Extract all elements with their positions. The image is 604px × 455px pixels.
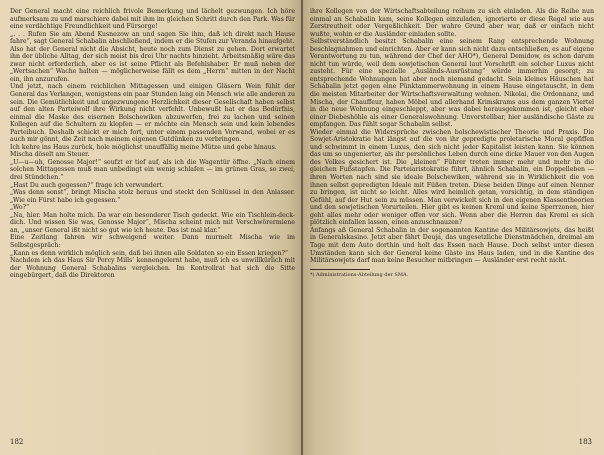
footnote: *) Administrations-Abteilung der SMA. xyxy=(310,271,409,278)
left-paragraph-8: „Hast Du auch gegessen?“ frage ich verwundert. xyxy=(10,181,164,189)
page-number-left: 182 xyxy=(10,438,24,447)
left-page xyxy=(0,0,301,455)
left-paragraph-2: „. . . Rufen Sie am Abend Kusnezow an und sagen Sie ihm, daß ich direkt nach Hause fahre“, sagt General Schabalin abschließend, indem er die Stufen zur Veranda hinaufgeht. xyxy=(10,30,295,46)
left-paragraph-14: Nachdem ich das Haus Sir Percy Mills’ kennengelernt habe, muß ich es unwillkürlich mit der Wohnung General Schabalins vergleichen. Im Kontrollrat hat sich die Sitte eingebürgert, daß die Direktoren xyxy=(10,257,295,280)
left-paragraph-4: Und jetzt, nach einem reichlichen Mittagessen und einigen Gläsern Wein fühlt der General das Verlangen, wenigstens ein paar Stunden lang ein Mensch wie alle anderen zu sein. Die Gemütlichkeit und ungezwungene Herzlichkeit dieser Gesellschaft haben selbst auf den alten Parteiwolf ihre Wirkung nicht verfehlt. Unbewußt hat er das Bedürfnis, einmal die Maske des eisernen Bolschewiken abzuwerfen, frei zu lachen und seinen Kollegen auf die Schultern zu klopfen — er möchte ein Mensch sein und kein lebendes Parteibuch. Deshalb schickt er mich fort, unter einem passenden Vorwand, wobei er es auch mir gönnt, die Zeit nach meinem eigenen Gutdünken zu verbringen. xyxy=(10,83,295,144)
footnote-divider xyxy=(310,269,370,270)
left-paragraph-5: Ich kehre ins Haus zurück, hole möglichst unauffällig meine Mütze und gehe hinaus. xyxy=(10,143,277,151)
left-paragraph-7: „U—u—uh, Genosse Major!“ seufzt er tief auf, als ich die Wagentür öffne. „Nach einem solchen Mittagessen muß man unbedingt ein wenig schlafen — im grünen Gras, so zwei, drei Stündchen.“ xyxy=(10,158,295,182)
left-paragraph-6: Mischa döselt am Steuer. xyxy=(10,151,90,159)
right-page xyxy=(303,0,604,455)
left-paragraph-10: „Wo?“ xyxy=(10,204,30,212)
left-paragraph-9: „Was denn sonst“, bringt Mischa stolz heraus und steckt den Schlüssel in den Anlasser. „Wie ein Fürst habe ich gegessen.“ xyxy=(10,189,295,204)
left-paragraph-3: Also hat der General nicht die Absicht, heute noch zum Dienst zu gehen. Dort erwartet ihn der übliche Alltag, der sich meist bis drei Uhr nachts hinzieht. Arbeitsmäßig wäre das zwar nicht erforderlich, aber es ist seine Pflicht als Befehlshaber. Er muß neben der „Wertsachen“ Wache halten — möglicherweise fällt es dem „Herrn“ mitten in der Nacht ein, ihn anzurufen. xyxy=(10,45,295,83)
left-paragraph-12: Eine Zeitlang fahren wir schweigend weiter. Dann murmelt Mischa wie im Selbstgespräch: xyxy=(10,234,295,249)
right-paragraph-1: ihre Kollegen von der Wirtschaftsabteilung reihum zu sich einladen. Als die Reihe nun einmal an Schabalin kam, seine Kollegen einzuladen, ignorierte er diese Regel wie aus Zerstreutheit oder Vergeßlichkeit. Der wahre Grund aber war, daß er einfach nicht wußte, wohin er die Ausländer einladen sollte. xyxy=(310,8,594,38)
right-paragraph-4: Anfangs aß General Schabalin in der sogenannten Kantine des Militärsowjets, das heißt in Generalskasino. Jetzt aber fährt Deuja, das ungesetzliche Dienstmädchen, dreimal am Tage mit dem Auto dorthin und holt das Essen nach Hause. Doch selbst unter diesen Umständen kann sich der General keine Gäste ins Haus laden, und in die Kantine des Militärsowjets darf man keine Besucher mitbringen — Ausländer erst recht nicht. xyxy=(310,226,594,265)
left-paragraph-11: „Na, hier. Man holte mich. Da war ein besonderer Tisch gedeckt. Wie ein Tischlein-deck-dich. Und wissen Sie was, Genosse Major“, Mischa scheint mich mit Verschwörermiene an, „unser General ißt nicht so gut wie ich heute. Das ist mal klar.“ xyxy=(10,211,295,234)
page-number-right: 183 xyxy=(578,438,592,447)
right-paragraph-2: Selbstverständlich besitzt Schabalin eine seinem Rang entsprechende Wohnung beschlagnahmen und einrichten. Aber er kann sich nicht dazu entschließen, es auf eigene Verantwortung zu tun, während der Chef der AHO*), General Demidow, es schon darum nicht tun würde, weil dem sowjetischen General laut Vorschrift ein solcher Luxus nicht zusteht. Für eine spezielle „Ausländs-Ausrüstung“ würde immerhin gesorgt; zu entsprechende Wohnungen hat aber noch niemand gedacht. Sein kleines Häuschen hat Schabalin jetzt gegen eine Pünktammerwohnung in einem Hause eingetauscht, in dem die meisten Mitarbeiter der Wirtschaftsverwaltung wohnen. Nikolai, die Ordonnanz, und Mischa, der Chauffeur, haben Möbel und allerhand Krimskrams aus dem ganzen Viertel in die neue Wohnung eingeschleppt, aber was dabei herausgekommen ist, gleicht eher einer Diebeshöhle als einer Generalswohnung. Unvorstellbar, hier ausländische Gäste zu empfangen. Das fühlt sogar Schabalin selbst. xyxy=(310,38,594,129)
left-paragraph-13: „Kann es denn wirklich möglich sein, daß bei ihnen alle Soldaten so ein Essen kriegen?“ xyxy=(10,249,289,257)
right-paragraph-3: Wieder einmal die Widersprüche zwischen bolschewistischer Theorie und Praxis. Die Sowjet-Aristokratie hat längst auf die von ihr gepredigte proletarische Moral gepfiffen und schwimmt in einem Luxus, den sich nicht jeder Kapitalist leisten kann. Sie können das um so ungenierter, als ihr persönliches Leben durch eine dicke Mauer von den Augen des Volkes gesichert ist. Die „kleinen“ Führer treten immer mehr und mehr in die gleichen Fußstapfen. Die Parteiaristokratie führt, ähnlich Schabalin, ein Doppelleben — ihren Worten nach sind sie ideale Bolschewiken, während sie in Wirklichkeit die von ihnen selbst gepredigten Ideale mit Füßen treten. Diese beiden Dinge auf einen Nenner zu bringen, ist nicht so leicht. Alles wird heimlich getan, vorsichtig, in dem ständigen Gefühl, auf der Hut sein zu müssen. Man verwickelt sich in den eigenen Klassentheorien und den sowjetischen Vorurteilen. Hier gibt es keinen Kreml und keine Sperrzonen, hier geht alles mehr oder weniger offen vor sich. Wenn aber die Herren das Kreml es sich plötzlich einfallen lassen, einen anzuschnauzen? xyxy=(310,128,594,227)
left-paragraph-1: Der General macht eine reichlich frivole Bemerkung und lächelt gezwungen. Ich höre aufmerksam zu und marschiere dabei mit ihm im gleichen Schritt durch den Park. Was für eine verdächtige Freundlichkeit und Fürsorge! xyxy=(10,8,295,31)
